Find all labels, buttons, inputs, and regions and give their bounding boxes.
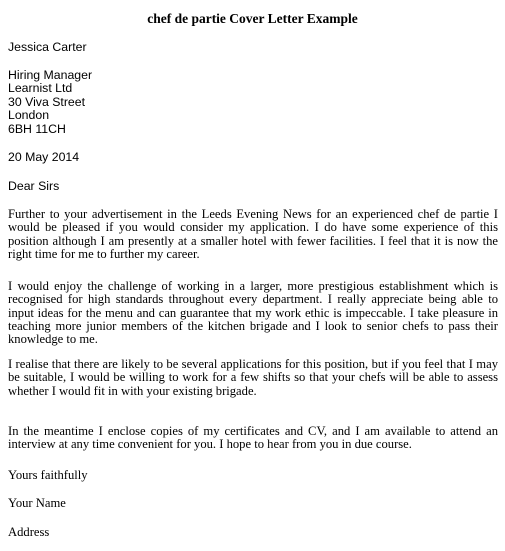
recipient-line: London xyxy=(8,108,50,123)
closing: Yours faithfully xyxy=(8,468,88,482)
recipient-address xyxy=(8,69,498,136)
body-paragraph: I would enjoy the challenge of working in a larger, more prestigious establishment which is recognised for high standards throughout every department. I really appreciate being able to input ideas for the menu and can guarantee that my work ethic is impeccable. I take pleasure in teaching more junior members of the kitchen brigade and I look to senior chefs to pass their knowledge to me. xyxy=(8,279,498,347)
body-paragraph: Further to your advertisement in the Leeds Evening News for an experienced chef de partie I would be pleased if you would consider my application. I do have some experience of this position although I am presently at a smaller hotel with fewer facilities. I feel that it is now the right time for me to further my career. xyxy=(8,207,498,261)
salutation: Dear Sirs xyxy=(8,179,60,193)
letter-date: 20 May 2014 xyxy=(8,150,80,164)
recipient-line: 6BH 11CH xyxy=(8,121,66,136)
recipient-line: Learnist Ltd xyxy=(8,81,73,96)
signature-address: Address xyxy=(8,525,50,539)
recipient-line: Hiring Manager xyxy=(8,68,93,82)
sender-name: Jessica Carter xyxy=(8,40,87,54)
body-paragraph: I realise that there are likely to be several applications for this position, but if you feel that I may be suitable, I would be willing to work for a few shifts so that your chefs will be able to assess whether I would fit in with your existing brigade. xyxy=(8,357,498,398)
recipient-line: 30 Viva Street xyxy=(8,94,86,109)
signature-name: Your Name xyxy=(8,496,66,510)
body-paragraph: In the meantime I enclose copies of my certificates and CV, and I am available to attend an interview at any time convenient for you. I hope to hear from you in due course. xyxy=(8,424,498,452)
document-title: chef de partie Cover Letter Example xyxy=(147,11,358,26)
